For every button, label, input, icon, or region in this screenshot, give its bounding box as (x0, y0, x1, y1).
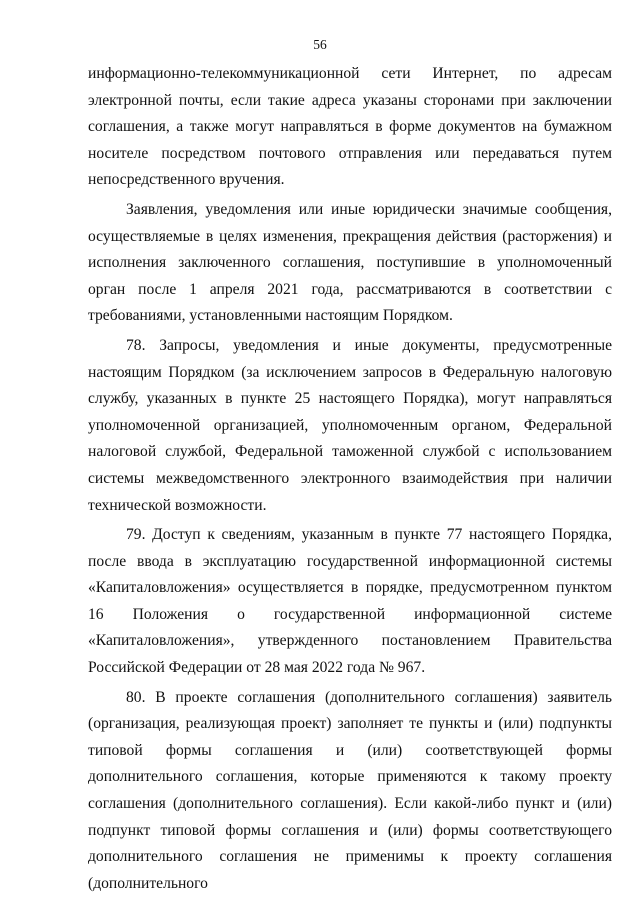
paragraph-continuation: информационно-телекоммуникационной сети Интернет, по адресам электронной почты, если такие адреса указаны сторонами при заключении соглашения, а также могут направляться в форме документов на бумажном носителе посредством почтового отправления или передаваться путем непосредственного вручения. (88, 65, 612, 189)
document-body (88, 61, 612, 897)
paragraph-item-79: 79. Доступ к сведениям, указанным в пункте 77 настоящего Порядка, после ввода в эксплуатацию государственной информационной системы «Капиталовложения» осуществляется в порядке, предусмотренном пунктом 16 Положения о государственной информационной системе «Капиталовложения», утвержденного постановлением Правительства Российской Федерации от 28 мая 2022 года № 967. (88, 526, 612, 677)
paragraph-item-80: 80. В проекте соглашения (дополнительного соглашения) заявитель (организация, реализующая проект) заполняет те пункты и (или) подпункты типовой формы соглашения и (или) соответствующей формы дополнительного соглашения, которые применяются к такому проекту соглашения (дополнительного соглашения). Если какой-либо пункт и (или) подпункт типовой формы соглашения и (или) формы соответствующего дополнительного соглашения не применимы к проекту соглашения (дополнительного (88, 688, 612, 892)
page-number: 56 (313, 37, 327, 52)
paragraph-statements: Заявления, уведомления или иные юридически значимые сообщения, осуществляемые в целях изменения, прекращения действия (расторжения) и исполнения заключенного соглашения, поступившие в уполномоченный орган после 1 апреля 2021 года, рассматриваются в соответствии с требованиями, установленными настоящим Порядком. (88, 200, 612, 325)
paragraph-item-78: 78. Запросы, уведомления и иные документы, предусмотренные настоящим Порядком (за исключением запросов в Федеральную налоговую службу, указанных в пункте 25 настоящего Порядка), могут направляться уполномоченной организацией, уполномоченным органом, Федеральной налоговой службой, Федеральной таможенной службой с использованием системы межведомственного электронного взаимодействия при наличии технической возможности. (88, 336, 612, 514)
